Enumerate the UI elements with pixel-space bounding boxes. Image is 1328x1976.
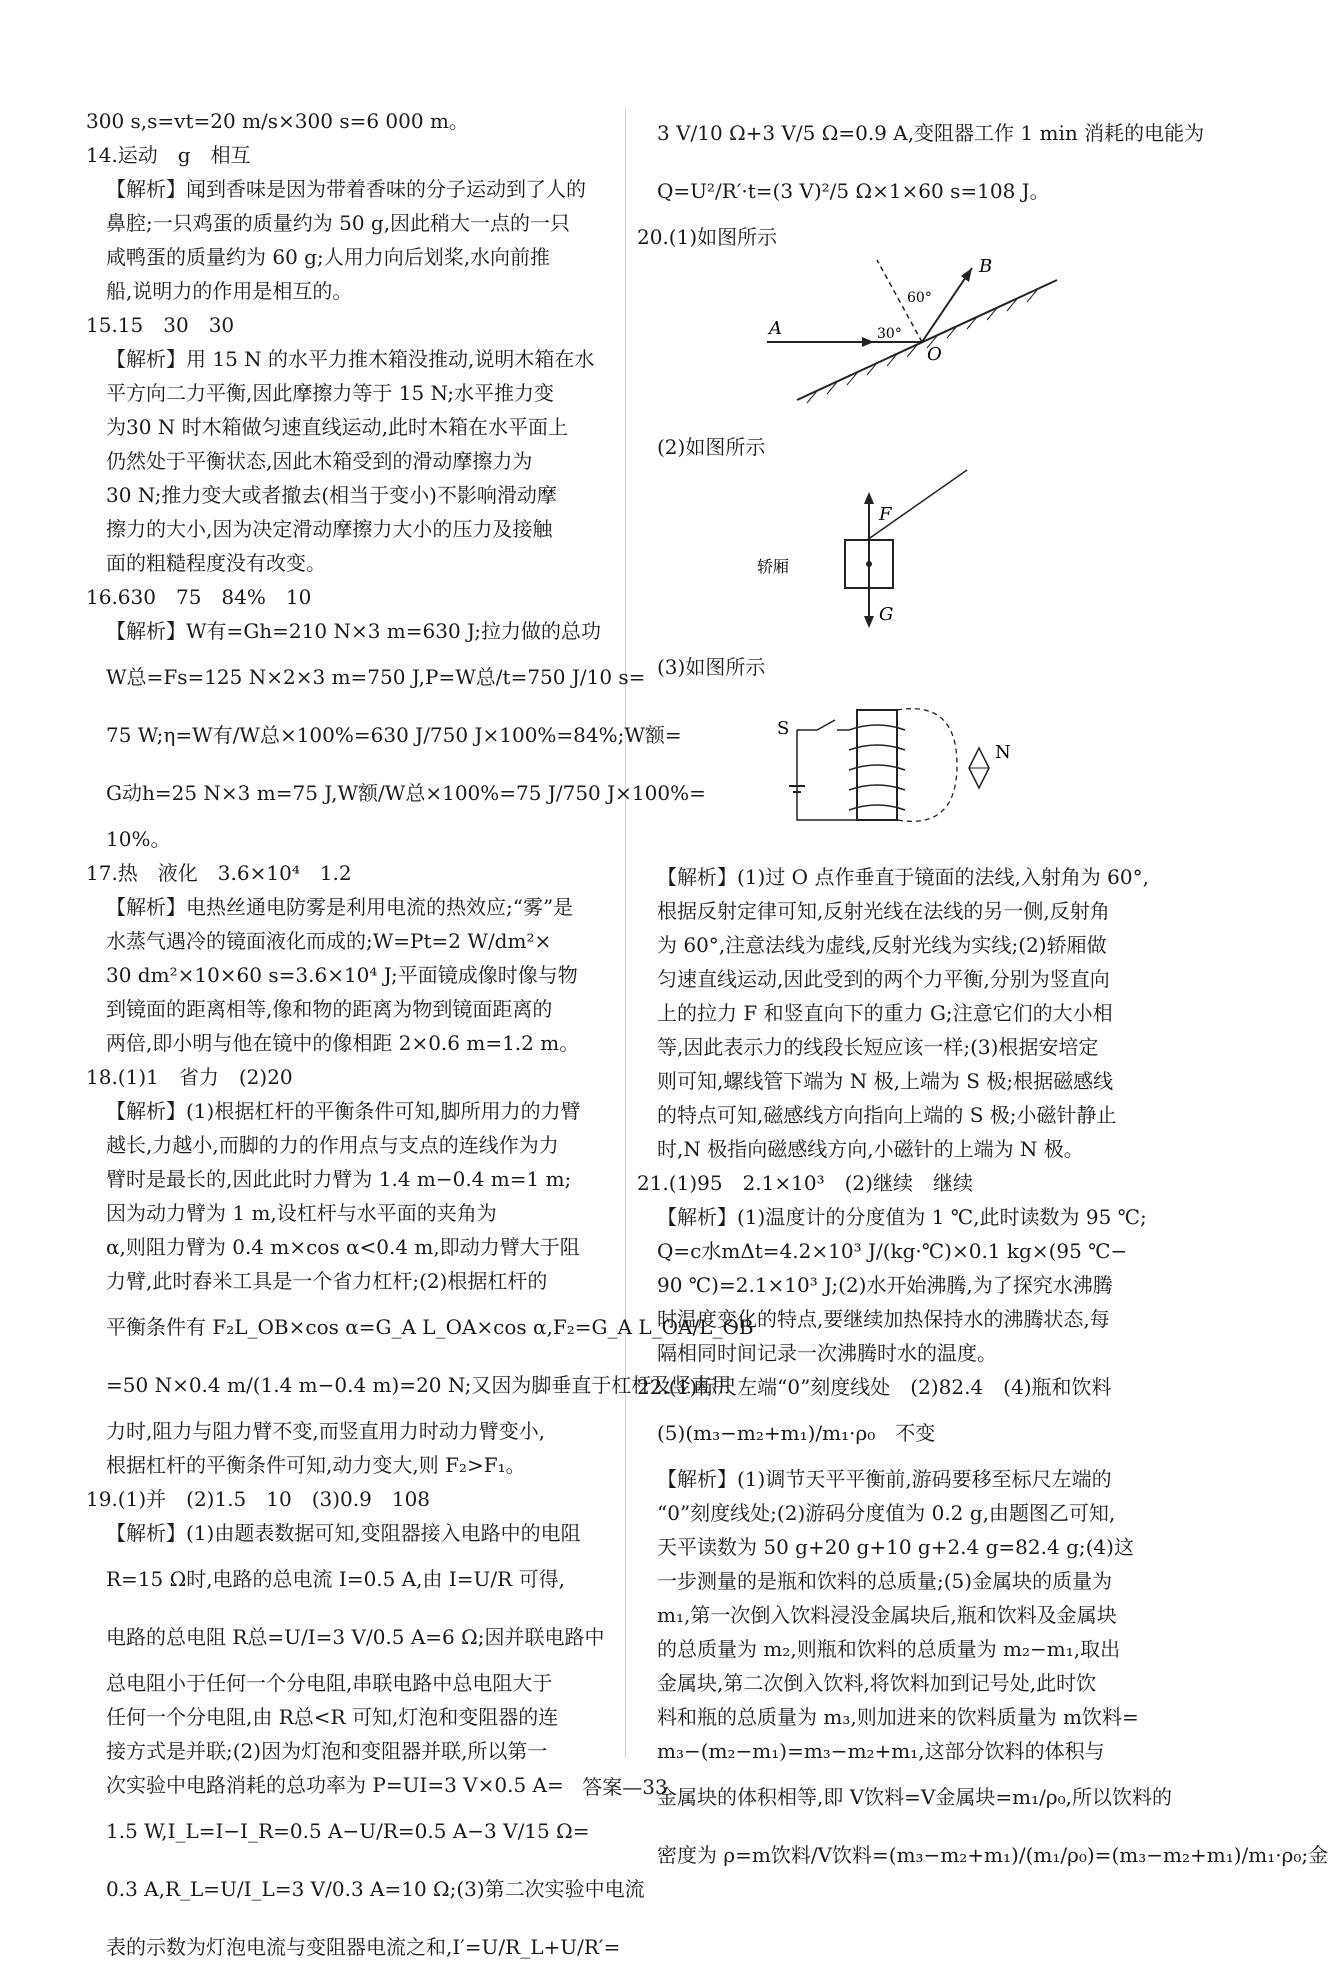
text-line: (2)如图所示 bbox=[657, 435, 766, 459]
text-line: 上的拉力 F 和竖直向下的重力 G;注意它们的大小相 bbox=[657, 1001, 1113, 1025]
text-line: 90 ℃)=2.1×10³ J;(2)水开始沸腾,为了探究水沸腾 bbox=[657, 1273, 1113, 1297]
text-line: m₃−(m₂−m₁)=m₃−m₂+m₁,这部分饮料的体积与 bbox=[657, 1739, 1105, 1763]
text-line: 的特点可知,磁感线方向指向上端的 S 极;小磁针静止 bbox=[657, 1103, 1117, 1127]
text-line: R=15 Ω时,电路的总电流 I=0.5 A,由 I=U/R 可得, bbox=[106, 1567, 565, 1591]
field-line bbox=[897, 709, 957, 822]
text-line: G动h=25 N×3 m=75 J,W额/W总×100%=75 J/750 J×100%= bbox=[106, 781, 706, 805]
text-line: 鼻腔;一只鸡蛋的质量约为 50 g,因此稍大一点的一只 bbox=[106, 211, 571, 235]
label-n: N bbox=[995, 742, 1011, 763]
text-line: 时温度变化的特点,要继续加热保持水的沸腾状态,每 bbox=[657, 1307, 1110, 1331]
text-line: 越长,力越小,而脚的力的作用点与支点的连线作为力 bbox=[106, 1133, 559, 1157]
text-line: 14.运动 g 相互 bbox=[86, 143, 251, 167]
text-line: 300 s,s=vt=20 m/s×300 s=6 000 m。 bbox=[86, 109, 469, 133]
analysis-line: 【解析】(1)根据杠杆的平衡条件可知,脚所用力的力臂 bbox=[106, 1099, 581, 1123]
analysis-line: 【解析】电热丝通电防雾是利用电流的热效应;“雾”是 bbox=[106, 895, 574, 919]
text-line: “0”刻度线处;(2)游码分度值为 0.2 g,由题图乙可知, bbox=[657, 1501, 1116, 1525]
text-line: =50 N×0.4 m/(1.4 m−0.4 m)=20 N;又因为脚垂直于杠杆及竖直用 bbox=[106, 1373, 732, 1397]
text-line: Q=U²/R′·t=(3 V)²/5 Ω×1×60 s=108 J。 bbox=[657, 179, 1050, 203]
analysis-line: 【解析】(1)调节天平平衡前,游码要移至标尺左端的 bbox=[657, 1467, 1112, 1491]
text-line: 表的示数为灯泡电流与变阻器电流之和,I′=U/R_L+U/R′= bbox=[106, 1935, 621, 1959]
column-divider bbox=[625, 108, 626, 1758]
text-line: 擦力的大小,因为决定滑动摩擦力大小的压力及接触 bbox=[106, 517, 553, 541]
analysis-line: 【解析】W有=Gh=210 N×3 m=630 J;拉力做的总功 bbox=[106, 619, 601, 643]
analysis-line: 【解析】闻到香味是因为带着香味的分子运动到了人的 bbox=[106, 177, 586, 201]
text-line: 的总质量为 m₂,则瓶和饮料的总质量为 m₂−m₁,取出 bbox=[657, 1637, 1121, 1661]
text-line: 根据反射定律可知,反射光线在法线的另一侧,反射角 bbox=[657, 899, 1110, 923]
text-line: 一步测量的是瓶和饮料的总质量;(5)金属块的质量为 bbox=[657, 1569, 1113, 1593]
analysis-line: 【解析】(1)由题表数据可知,变阻器接入电路中的电阻 bbox=[106, 1521, 581, 1545]
text-line: 臂时是最长的,因此此时力臂为 1.4 m−0.4 m=1 m; bbox=[106, 1167, 572, 1191]
text-line: 10%。 bbox=[106, 827, 171, 851]
right-column bbox=[637, 104, 1328, 1884]
text-line: 接方式是并联;(2)因为灯泡和变阻器并联,所以第一 bbox=[106, 1739, 548, 1763]
label-a: A bbox=[769, 318, 782, 339]
label-f: F bbox=[879, 504, 892, 525]
text-line: 时,N 极指向磁感线方向,小磁针的上端为 N 极。 bbox=[657, 1137, 1084, 1161]
text-line: 0.3 A,R_L=U/I_L=3 V/0.3 A=10 Ω;(3)第二次实验中电流 bbox=[106, 1877, 645, 1901]
label-elevator: 轿厢 bbox=[757, 557, 790, 576]
text-line: Q=c水mΔt=4.2×10³ J/(kg·℃)×0.1 kg×(95 ℃− bbox=[657, 1239, 1128, 1263]
angle-mirror: 30° bbox=[877, 326, 902, 342]
text-line: 18.(1)1 省力 (2)20 bbox=[86, 1065, 293, 1089]
text-line: 天平读数为 50 g+20 g+10 g+2.4 g=82.4 g;(4)这 bbox=[657, 1535, 1134, 1559]
label-b: B bbox=[979, 256, 993, 277]
text-line: 隔相同时间记录一次沸腾时水的温度。 bbox=[657, 1341, 997, 1365]
text-line: 仍然处于平衡状态,因此木箱受到的滑动摩擦力为 bbox=[106, 449, 533, 473]
text-line: 21.(1)95 2.1×10³ (2)继续 继续 bbox=[637, 1171, 973, 1195]
text-line: 匀速直线运动,因此受到的两个力平衡,分别为竖直向 bbox=[657, 967, 1110, 991]
label-o: O bbox=[927, 344, 942, 365]
text-line: 16.630 75 84% 10 bbox=[86, 585, 312, 609]
solenoid-diagram bbox=[757, 690, 1017, 840]
text-line: 次实验中电路消耗的总功率为 P=UI=3 V×0.5 A= bbox=[106, 1773, 564, 1797]
text-line: 力臂,此时舂米工具是一个省力杠杆;(2)根据杠杆的 bbox=[106, 1269, 548, 1293]
text-line: 总电阻小于任何一个分电阻,串联电路中总电阻大于 bbox=[106, 1671, 553, 1695]
text-line: 为30 N 时木箱做匀速直线运动,此时木箱在水平面上 bbox=[106, 415, 569, 439]
text-line: 19.(1)并 (2)1.5 10 (3)0.9 108 bbox=[86, 1487, 431, 1511]
text-line: 平衡条件有 F₂L_OB×cos α=G_A L_OA×cos α,F₂=G_A L_OA/L_OB bbox=[106, 1315, 754, 1339]
text-line: 密度为 ρ=m饮料/V饮料=(m₃−m₂+m₁)/(m₁/ρ₀)=(m₃−m₂+m₁)/m₁·ρ₀;金 bbox=[657, 1843, 1328, 1867]
text-line: 3 V/10 Ω+3 V/5 Ω=0.9 A,变阻器工作 1 min 消耗的电能为 bbox=[657, 121, 1205, 145]
text-line: 根据杠杆的平衡条件可知,动力变大,则 F₂>F₁。 bbox=[106, 1453, 526, 1477]
text-line: 金属块的体积相等,即 V饮料=V金属块=m₁/ρ₀,所以饮料的 bbox=[657, 1785, 1172, 1809]
angle-normal: 60° bbox=[907, 290, 932, 306]
text-line: 船,说明力的作用是相互的。 bbox=[106, 279, 353, 303]
text-line: 75 W;η=W有/W总×100%=630 J/750 J×100%=84%;W额= bbox=[106, 723, 682, 747]
text-line: 因为动力臂为 1 m,设杠杆与水平面的夹角为 bbox=[106, 1201, 497, 1225]
text-line: 咸鸭蛋的质量约为 60 g;人用力向后划桨,水向前推 bbox=[106, 245, 551, 269]
text-line: 面的粗糙程度没有改变。 bbox=[106, 551, 326, 575]
text-line: 1.5 W,I_L=I−I_R=0.5 A−U/R=0.5 A−3 V/15 Ω= bbox=[106, 1819, 590, 1843]
text-line: α,则阻力臂为 0.4 m×cos α<0.4 m,即动力臂大于阻 bbox=[106, 1235, 580, 1259]
text-line: 17.热 液化 3.6×10⁴ 1.2 bbox=[86, 861, 352, 885]
text-line: (3)如图所示 bbox=[657, 655, 766, 679]
reflection-diagram bbox=[757, 256, 1077, 410]
text-line: 到镜面的距离相等,像和物的距离为物到镜面距离的 bbox=[106, 997, 553, 1021]
analysis-line: 【解析】用 15 N 的水平力推木箱没推动,说明木箱在水 bbox=[106, 347, 595, 371]
text-line: 15.15 30 30 bbox=[86, 313, 235, 337]
text-line: 任何一个分电阻,由 R总<R 可知,灯泡和变阻器的连 bbox=[106, 1705, 559, 1729]
label-g: G bbox=[879, 604, 894, 625]
text-line: m₁,第一次倒入饮料浸没金属块后,瓶和饮料及金属块 bbox=[657, 1603, 1117, 1627]
text-line: 两倍,即小明与他在镜中的像相距 2×0.6 m=1.2 m。 bbox=[106, 1031, 580, 1055]
text-line: 则可知,螺线管下端为 N 极,上端为 S 极;根据磁感线 bbox=[657, 1069, 1114, 1093]
analysis-line: 【解析】(1)过 O 点作垂直于镜面的法线,入射角为 60°, bbox=[657, 865, 1149, 889]
text-line: 20.(1)如图所示 bbox=[637, 225, 778, 249]
text-line: 水蒸气遇冷的镜面液化而成的;W=Pt=2 W/dm²× bbox=[106, 929, 552, 953]
text-line: (5)(m₃−m₂+m₁)/m₁·ρ₀ 不变 bbox=[657, 1421, 936, 1445]
text-line: 等,因此表示力的线段长短应该一样;(3)根据安培定 bbox=[657, 1035, 1099, 1059]
text-line: 30 dm²×10×60 s=3.6×10⁴ J;平面镜成像时像与物 bbox=[106, 963, 578, 987]
text-line: 金属块,第二次倒入饮料,将饮料加到记号处,此时饮 bbox=[657, 1671, 1097, 1695]
label-s: S bbox=[777, 718, 790, 739]
text-line: 力时,阻力与阻力臂不变,而竖直用力时动力臂变小, bbox=[106, 1419, 546, 1443]
elevator-force-diagram bbox=[757, 470, 977, 630]
text-line: W总=Fs=125 N×2×3 m=750 J,P=W总/t=750 J/10 s= bbox=[106, 665, 646, 689]
text-line: 为 60°,注意法线为虚线,反射光线为实线;(2)轿厢做 bbox=[657, 933, 1107, 957]
page-footer: 答案—33 bbox=[582, 1775, 668, 1799]
text-line: 电路的总电阻 R总=U/I=3 V/0.5 A=6 Ω;因并联电路中 bbox=[106, 1625, 605, 1649]
text-line: 22.(1)标尺左端“0”刻度线处 (2)82.4 (4)瓶和饮料 bbox=[637, 1375, 1112, 1399]
text-line: 平方向二力平衡,因此摩擦力等于 15 N;水平推力变 bbox=[106, 381, 555, 405]
analysis-line: 【解析】(1)温度计的分度值为 1 ℃,此时读数为 95 ℃; bbox=[657, 1205, 1147, 1229]
text-line: 30 N;推力变大或者撤去(相当于变小)不影响滑动摩 bbox=[106, 483, 557, 507]
text-line: 料和瓶的总质量为 m₃,则加进来的饮料质量为 m饮料= bbox=[657, 1705, 1139, 1729]
